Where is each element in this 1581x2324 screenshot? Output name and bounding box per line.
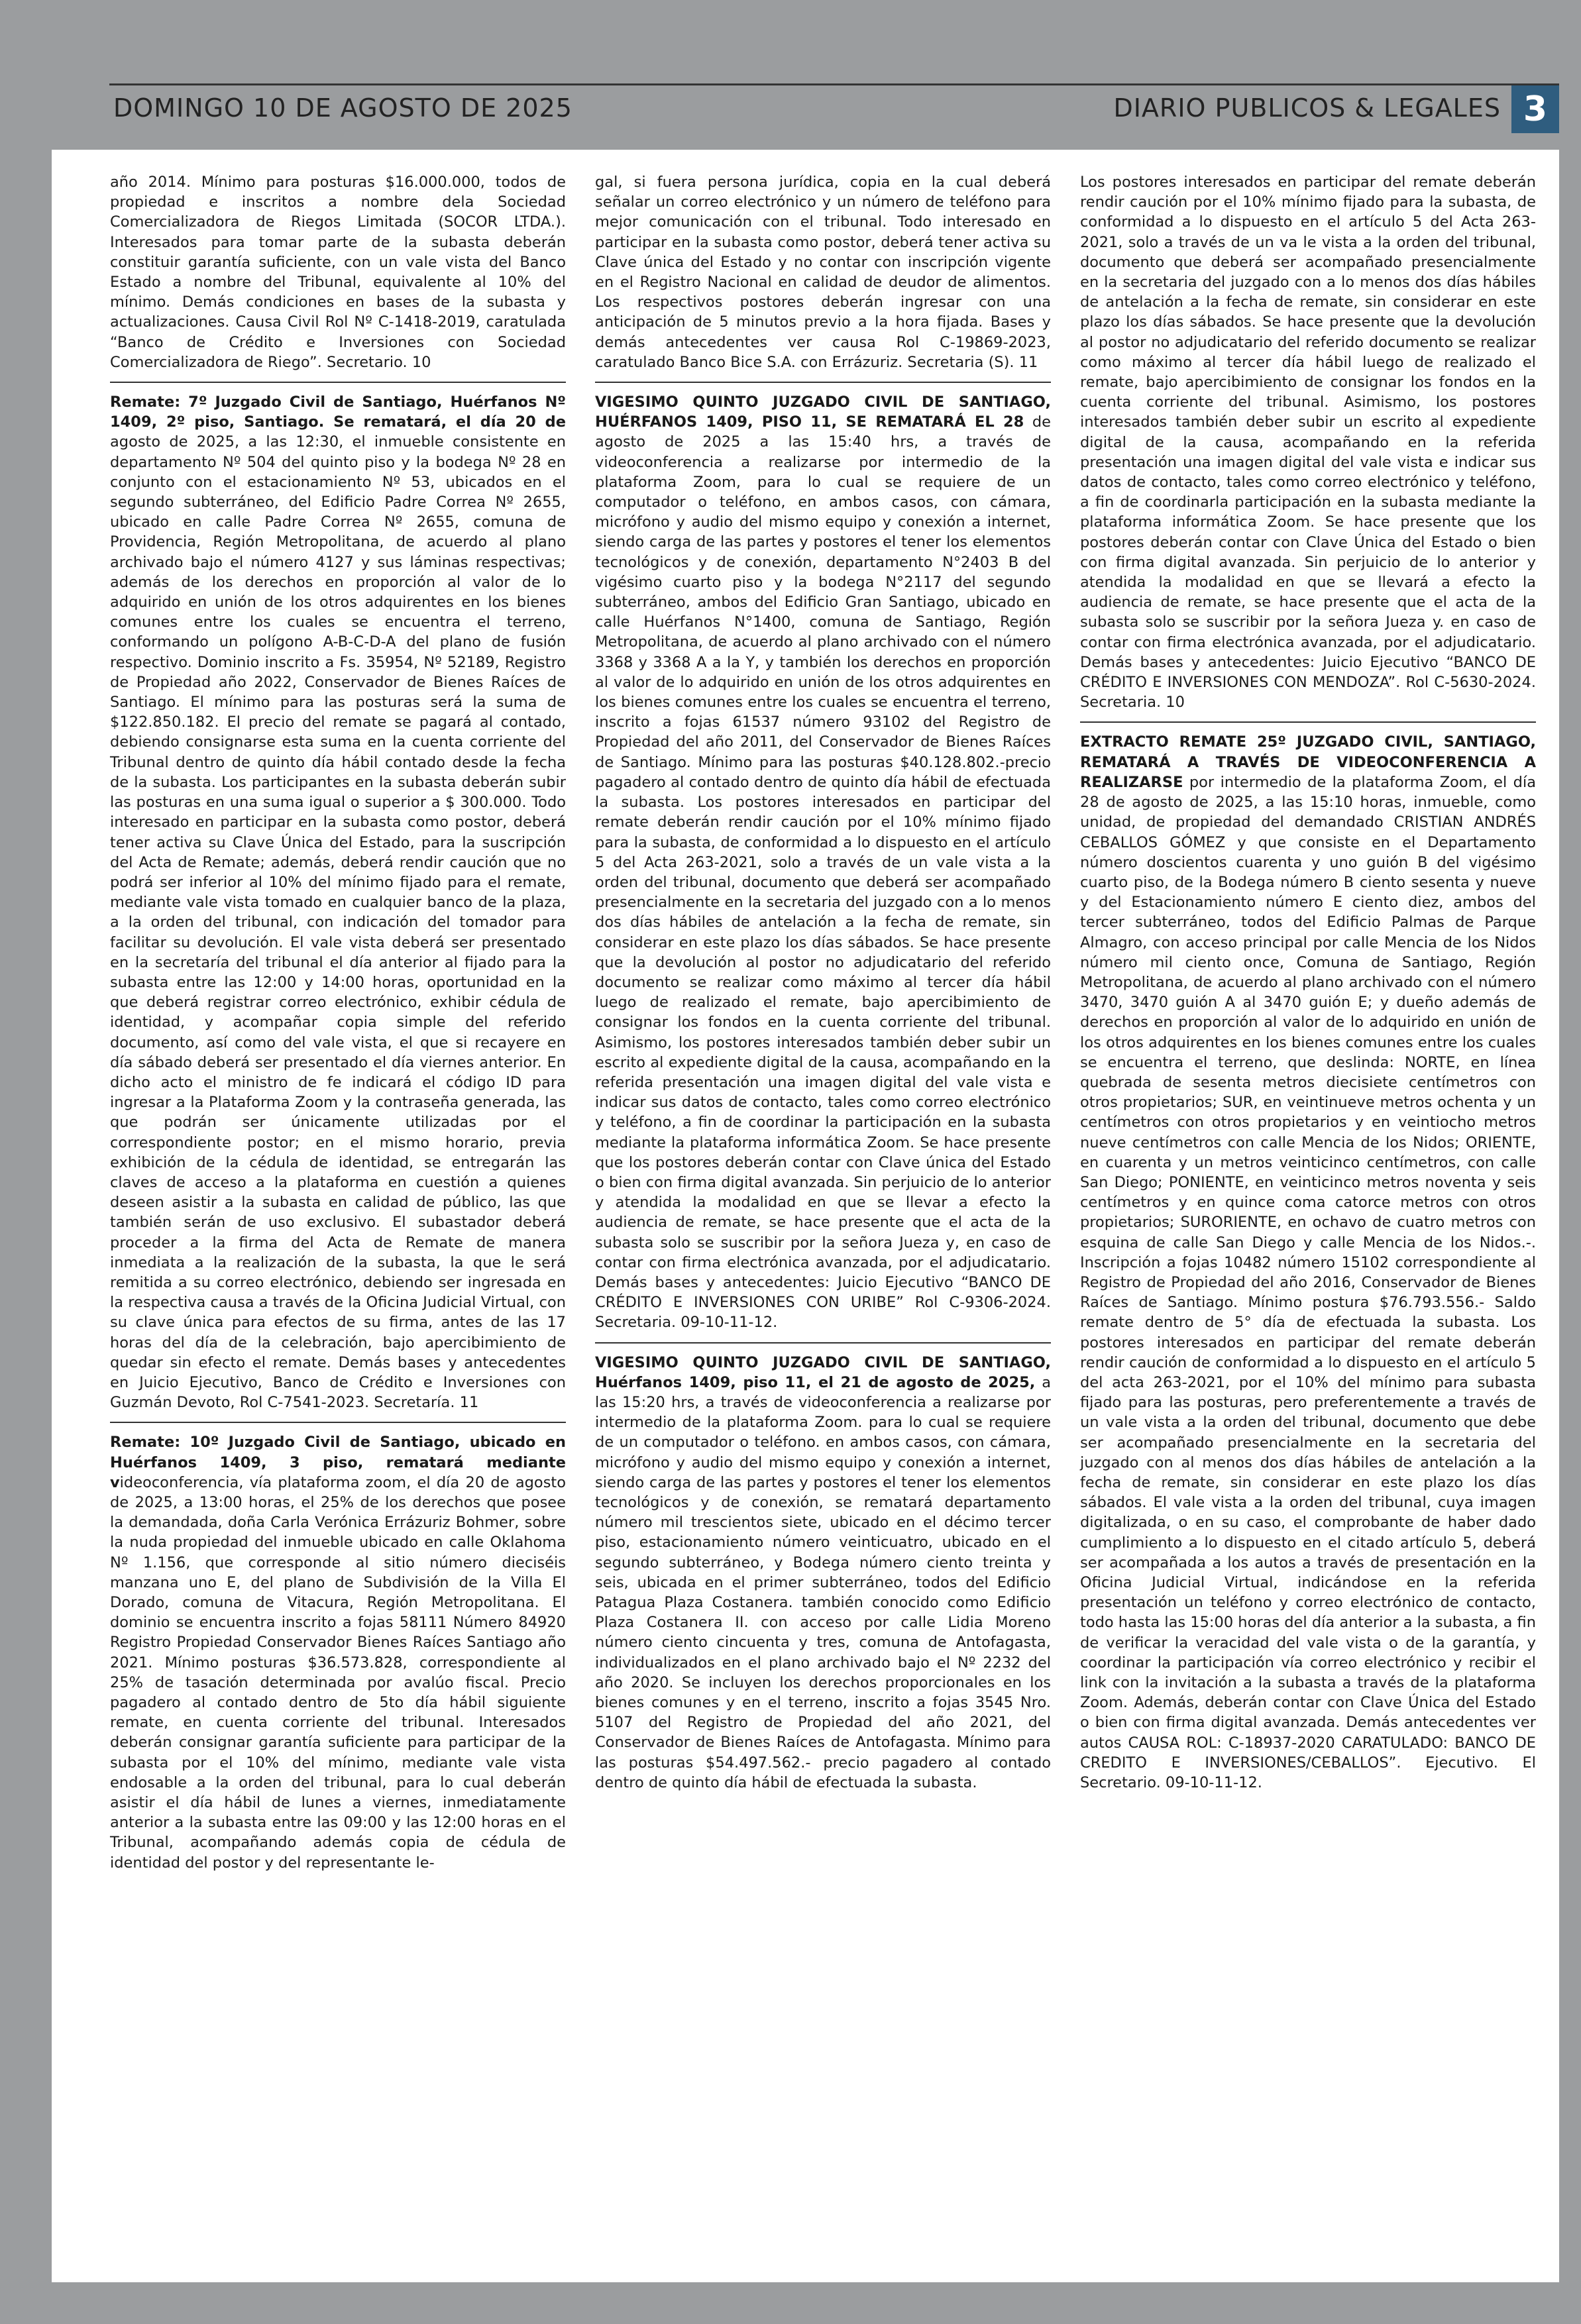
publication-name: DIARIO PUBLICOS & LEGALES: [1113, 93, 1501, 123]
notice-heading: VIGESIMO QUINTO JUZGADO CIVIL DE SANTIAGO, Huérfanos 1409, piso 11, el 21 de agosto de 2025,: [595, 1353, 1051, 1391]
notice-continuation: [1080, 172, 1536, 723]
notice-heading: VIGESIMO QUINTO JUZGADO CIVIL DE SANTIAGO, HUÉRFANOS 1409, PISO 11, SE REMATARÁ EL 28: [595, 394, 1051, 431]
notice-body: agosto de 2025, a las 12:30, el inmueble consistente en departamento Nº 504 del quinto piso y la bodega Nº 28 en conjunto con el estacionamiento Nº 53, ubicados en el segundo subterráneo, del Edificio Padre Correa Nº 2655, ubicado en calle Padre Correa Nº 2655, comuna de Providencia, Región Metropolitana, de acuerdo al plano archivado bajo el número 4127 y sus láminas respectivas; además de los derechos en proporción al valor de lo adquirido en unión de los otros adquirentes en los bienes comunes entre los cuales se encuentra el terreno, conformando un polígono A-B-C-D-A del plano de fusión respectivo. Dominio inscrito a Fs. 35954, Nº 52189, Registro de Propiedad año 2022, Conservador de Bienes Raíces de Santiago. El mínimo para las posturas será la suma de $122.850.182. El precio del remate se pagará al contado, debiendo consignarse esta suma en la cuenta corriente del Tribunal dentro de quinto día hábil contado desde la fecha de la subasta. Los participantes en la subasta deberán subir las posturas en una suma igual o superior a $ 300.000. Todo interesado en participar en la subasta como postor, deberá tener activa su Clave Única del Estado, para la suscripción del Acta de Remate; además, deberá rendir caución que no podrá ser inferior al 10% del mínimo fijado para el remate, mediante vale vista tomado en cualquier banco de la plaza, a la orden del tribunal, con indicación del tomador para facilitar su devolución. El vale vista deberá ser presentado en la secretaría del tribunal el día anterior al fijado para la subasta entre las 12:00 y 14:00 horas, oportunidad en la que deberá registrar correo electrónico, exhibir cédula de identidad, y acompañar copia simple del referido documento, así como del vale vista, el que si recayere en día sábado deberá ser presentado el día viernes anterior. En dicho acto el ministro de fe indicará el código ID para ingresar a la Plataforma Zoom y la contraseña generada, las que podrán ser únicamente utilizadas por el correspondiente postor; en el mismo horario, previa exhibición de la cédula de identidad, se entregarán las claves de acceso a la plataforma en cuestión a quienes deseen asistir a la subasta en calidad de público, las que también serán de uso exclusivo. El subastador deberá proceder a la firma del Acta de Remate de manera inmediata a la realización de la subasta, la que le será remitida a su correo electrónico, debiendo ser ingresada en la respectiva causa a través de la Oficina Judicial Virtual, con su clave única para efectos de su firma, antes de las 17 horas del día de la celebración, bajo apercibimiento de quedar sin efecto el remate. Demás bases y antecedentes en Juicio Ejecutivo, Banco de Crédito e Inversiones con Guzmán Devoto, Rol C-7541-2023. Secretaría. 11: [110, 433, 566, 1412]
notice-remate-7-juzgado: [110, 392, 566, 1423]
column-1: [110, 172, 566, 1891]
notice-body: de agosto de 2025 a las 15:40 hrs, a través de videoconferencia a realizarse por intermedio de la plataforma Zoom, para lo cual se requiere de un computador o teléfono, en ambos casos, con cámara, micrófono y audio del mismo equipo y conexión a internet, siendo carga de las partes y postores el tener los elementos tecnológicos y de conexión, departamento N°2403 B del vigésimo cuarto piso y la bodega N°2117 del segundo subterráneo, ambos del Edificio Gran Santiago, ubicado en calle Huérfanos N°1400, comuna de Santiago, Región Metropolitana, de acuerdo al plano archivado con el número 3368 y 3368 A a la Y, y también los derechos en proporción al valor de lo adquirido en unión de los otros adquirentes en los bienes comunes entre los cuales se encuentra el terreno, inscrito a fojas 61537 número 93102 del Registro de Propiedad del año 2011, del Conservador de Bienes Raíces de Santiago. Mínimo para las posturas $40.128.802.-precio pagadero al contado dentro de quinto día hábil de efectuada la subasta. Los postores interesados en participar del remate deberán rendir caución por el 10% mínimo fijado para la subasta, de conformidad a lo dispuesto en el artículo 5 del Acta 263-2021, solo a través de un vale vista a la orden del tribunal, documento que deberá ser acompañado presencialmente en la secretaria del juzgado con a lo menos dos días hábiles de antelación a la fecha de remate, sin considerar en este plazo los días sábados. Se hace presente que la devolución al postor no adjudicatario del referido documento se realizar como máximo al tercer día hábil luego de realizado el remate, bajo apercibimiento de consignar los fondos en la cuenta corriente del tribunal. Asimismo, los postores interesados también deber subir un escrito al expediente digital de la causa, acompañando en la referida presentación una imagen digital del vale vista e indicar sus datos de contacto, tales como correo electrónico y teléfono, a fin de coordinar la participación en la subasta mediante la plataforma informática Zoom. Se hace presente que los postores deberán contar con Clave única del Estado o bien con firma digital avanzada. Sin perjuicio de lo anterior y atendida la modalidad en que se llevar a efecto la audiencia de remate, se hace presente que el acta de la subasta solo se suscribir por la señora Jueza y, en caso de contar con firma electrónica avanzada, por el adjudicatario. Demás bases y antecedentes: Juicio Ejecutivo “BANCO DE CRÉDITO E INVERSIONES CON URIBE” Rol C-9306-2024. Secretaria. 09-10-11-12.: [595, 413, 1051, 1332]
notice-remate-10-juzgado: [110, 1432, 566, 1881]
notice-body: año 2014. Mínimo para posturas $16.000.000, todos de propiedad e inscritos a nombre dela Sociedad Comercializadora de Riegos Limitada (SOCOR LTDA.). Interesados para tomar parte de la subasta deberán constituir garantía suficiente, con un vale vista del Banco Estado a nombre del Tribunal, equivalente al 10% del mínimo. Demás condiciones en bases de la subasta y actualizaciones. Causa Civil Rol Nº C-1418-2019, caratulada “Banco de Crédito e Inversiones con Sociedad Comercializadora de Riego”. Secretario. 10: [110, 174, 566, 371]
page-header: [109, 83, 1559, 133]
notice-body: gal, si fuera persona jurídica, copia en la cual deberá señalar un correo electrónico y un número de teléfono para mejor comunicación con el tribunal. Todo interesado en participar en la subasta como postor, deberá tener activa su Clave única del Estado y no contar con inscripción vigente en el Registro Nacional en calidad de deudor de alimentos. Los respectivos postores deberán ingresar con una anticipación de 5 minutos previo a la hora fijada. Bases y demás antecedentes ver causa Rol C-19869-2023, caratulado Banco Bice S.A. con Errázuriz. Secretaria (S). 11: [595, 174, 1051, 371]
column-3: [1080, 172, 1536, 1811]
notice-25-juzgado-uribe: [595, 392, 1051, 1344]
column-2: [595, 172, 1051, 1811]
page-number: 3: [1511, 85, 1559, 133]
issue-date: DOMINGO 10 DE AGOSTO DE 2025: [113, 93, 572, 123]
notice-extracto-remate-25: [1080, 732, 1536, 1802]
notice-body: a las 15:20 hrs, a través de videoconferencia a realizarse por intermedio de la plataforma Zoom. para lo cual se requiere de un computador o teléfono. en ambos casos, con cámara, micrófono y audio del mismo equipo y conexión a internet, siendo carga de las partes y postores el tener los elementos tecnológicos y de conexión, se rematará departamento número mil trescientos siete, ubicado en el décimo tercer piso, estacionamiento número veinticuatro, ubicado en el segundo subterráneo, y Bodega número ciento treinta y seis, ubicada en el primer subterráneo, todos del Edificio Patagua Plaza Costanera. también conocido como Edificio Plaza Costanera II. con acceso por calle Lidia Moreno número ciento cincuenta y tres, comuna de Antofagasta, individualizados en el plano archivado bajo el Nº 2232 del año 2020. Se incluyen los derechos proporcionales en los bienes comunes y en el terreno, inscrito a fojas 3545 Nro. 5107 del Registro de Propiedad del año 2021, del Conservador de Bienes Raíces de Antofagasta. Mínimo para las posturas $54.497.562.- precio pagadero al contado dentro de quinto día hábil de efectuada la subasta.: [595, 1373, 1051, 1791]
notice-heading: Remate: 10º Juzgado Civil de Santiago, ubicado en Huérfanos 1409, 3 piso, rematará mediante v: [110, 1434, 566, 1491]
notice-continuation: [110, 172, 566, 383]
notice-heading: EXTRACTO REMATE 25º JUZGADO CIVIL, SANTIAGO, REMATARÁ A TRAVÉS DE VIDEOCONFERENCIA A REALIZARSE: [1080, 733, 1536, 791]
notice-body: por intermedio de la plataforma Zoom, el día 28 de agosto de 2025, a las 15:10 horas, inmueble, como unidad, de propiedad del demandado CRISTIAN ANDRÉS CEBALLOS GÓMEZ y que consiste en el Departamento número doscientos cuarenta y uno guión B del vigésimo cuarto piso, de la Bodega número B ciento sesenta y nueve y del Estacionamiento número E ciento diez, ambos del tercer subterráneo, todos del Edificio Palmas de Parque Almagro, con acceso principal por calle Mencia de los Nidos número mil ciento once, Comuna de Santiago, Región Metropolitana, de acuerdo al plano archivado con el número 3470, 3470 guión A al 3470 guión E; y dueño además de derechos en proporción al valor de lo adquirido en unión de los otros adquirentes en los bienes comunes entre los cuales se encuentra el terreno, que deslinda: NORTE, en línea quebrada de sesenta metros diecisiete centímetros con otros propietarios; SUR, en veintinueve metros ochenta y un centímetros con otros propietarios y en veintiocho metros nueve centímetros con calle Mencia de los Nidos; ORIENTE, en cuarenta y un metros veinticinco centímetros, con calle San Diego; PONIENTE, en veinticinco metros noventa y seis centímetros y en quince coma catorce metros con otros propietarios; SURORIENTE, en ochavo de cuatro metros con esquina de calle San Diego y calle Mencia de los Nidos.-. Inscripción a fojas 10482 número 15102 correspondiente al Registro de Propiedad del año 2016, Conservador de Bienes Raíces de Santiago. Mínimo postura $76.793.556.- Saldo remate dentro de 5° día de efectuada la subasta. Los postores interesados en participar del remate deberán rendir caución de conformidad a lo dispuesto en el artículo 5 del acta 263-2021, por el 10% del mínimo para subasta fijado para las posturas, pero preferentemente a través de un vale vista a la orden del tribunal, documento que debe ser acompañado presencialmente en la secretaria del juzgado con al menos dos días hábiles de antelación a la fecha de remate, sin considerar en este plazo los días sábados. El vale vista a la orden del tribunal, cuya imagen digitalizada, o en su caso, el comprobante de haber dado cumplimiento a lo dispuesto en el citado artículo 5, deberá ser acompañada a los autos a través de presentación en la Oficina Judicial Virtual, indicándose en la referida presentación un teléfono y correo electrónico de contacto, todo hasta las 15:00 horas del día anterior a la subasta, a fin de verificar la veracidad del vale vista o de la garantía, y coordinar la participación vía correo electrónico y recibir el link con la invitación a la subasta a través de la plataforma Zoom. Además, deberán contar con Clave Única del Estado o bien con firma digital avanzada. Demás antecedentes ver autos CAUSA ROL: C-18937-2020 CARATULADO: BANCO DE CREDITO E INVERSIONES/CEBALLOS”. Ejecutivo. El Secretario. 09-10-11-12.: [1080, 773, 1536, 1792]
notice-body: ideoconferencia, vía plataforma zoom, el día 20 de agosto de 2025, a 13:00 horas, el 25% de los derechos que posee la demandada, doña Carla Verónica Errázuriz Bohmer, sobre la nuda propiedad del inmueble ubicado en calle Oklahoma Nº 1.156, que corresponde al sitio número dieciséis manzana uno E, del plano de Subdivisión de la Villa El Dorado, comuna de Vitacura, Región Metropolitana. El dominio se encuentra inscrito a fojas 58111 Número 84920 Registro Propiedad Conservador Bienes Raíces Santiago año 2021. Mínimo posturas $36.573.828, correspondiente al 25% de tasación determinada por avalúo fiscal. Precio pagadero al contado dentro de 5to día hábil siguiente remate, en cuenta corriente del tribunal. Interesados deberán consignar garantía suficiente para participar de la subasta por el 10% del mínimo, mediante vale vista endosable a la orden del tribunal, para lo cual deberán asistir el día hábil de lunes a viernes, inmediatamente anterior a la subasta entre las 09:00 y las 12:00 horas en el Tribunal, acompañando además copia de cédula de identidad del postor y del representante le-: [110, 1473, 566, 1872]
notice-body: Los postores interesados en participar del remate deberán rendir caución por el 10% mínimo fijado para la subasta, de conformidad a lo dispuesto en el artículo 5 del Acta 263-2021, solo a través de un va le vista a la orden del tribunal, documento que deberá ser acompañado presencialmente en la secretaria del juzgado con a lo menos dos días hábiles de antelación a la fecha de remate, sin considerar en este plazo los días sábados. Se hace presente que la devolución al postor no adjudicatario del referido documento se realizar como máximo al tercer día hábil luego de realizado el remate, bajo apercibimiento de consignar los fondos en la cuenta corriente del tribunal. Asimismo, los postores interesados también deber subir un escrito al expediente digital de la causa, acompañando en la referida presentación una imagen digital del vale vista e indicar sus datos de contacto, tales como correo electrónico y teléfono, a fin de coordinarla participación en la subasta mediante la plataforma informática Zoom. Se hace presente que los postores deberán contar con Clave Única del Estado o bien con firma digital avanzada. Sin perjuicio de lo anterior y atendida la modalidad en que se llevará a efecto la audiencia de remate, se hace presente que el acta de la subasta solo se suscribir por la señora Jueza y. en caso de contar con firma electrónica avanzada, por el adjudicatario. Demás bases y antecedentes: Juicio Ejecutivo “BANCO DE CRÉDITO E INVERSIONES CON MENDOZA”. Rol C-5630-2024. Secretaria. 10: [1080, 174, 1536, 712]
notice-continuation: [595, 172, 1051, 383]
notice-25-juzgado-antofagasta: [595, 1353, 1051, 1802]
notice-heading: Remate: 7º Juzgado Civil de Santiago, Huérfanos Nº 1409, 2º piso, Santiago. Se rematará, el día 20 de: [110, 394, 566, 431]
page-content: [52, 150, 1559, 2282]
